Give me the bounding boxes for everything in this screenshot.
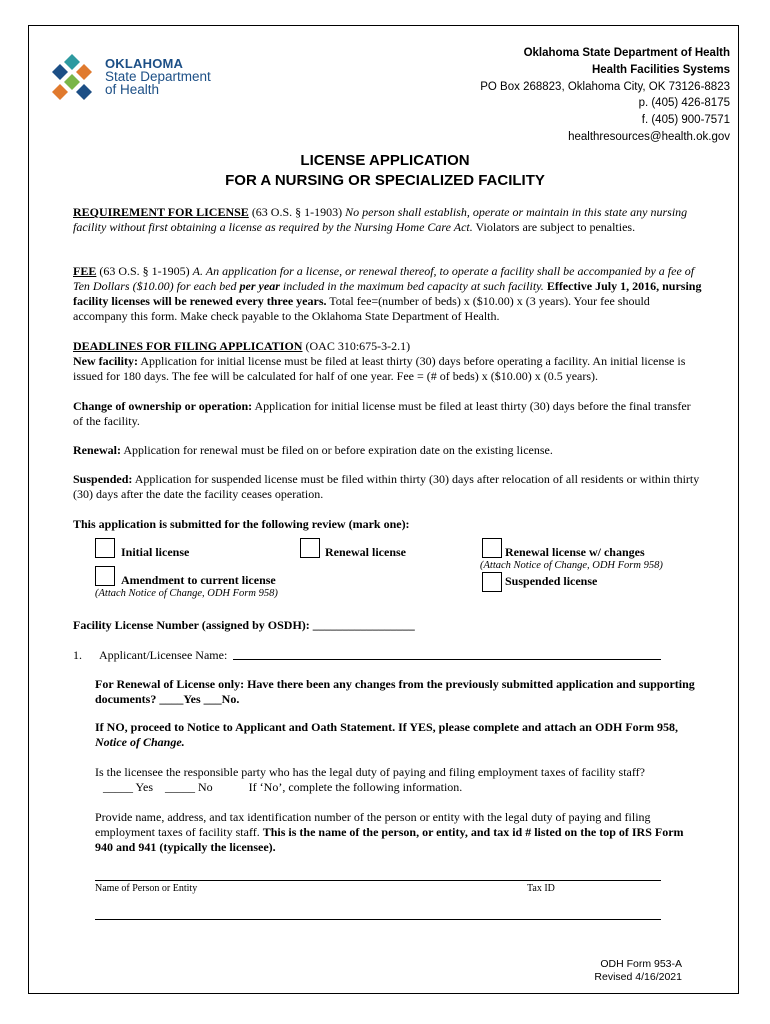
fee-text-italic-1: A. An application for a license, or renewal thereof, to operate a facility shall be accompanied by a fee of Ten Dollars ($10.00) for each bed <box>73 264 695 293</box>
initial-license-checkbox[interactable] <box>95 538 115 558</box>
renewal-changes-checkbox[interactable] <box>482 538 502 558</box>
provide-info-paragraph <box>95 810 695 855</box>
fee-text-italic-2: included in the maximum bed capacity at such facility. <box>279 279 547 293</box>
if-no-text: If NO, proceed to Notice to Applicant and Oath Statement. If YES, please complete and attach an ODH Form 958, <box>95 720 678 734</box>
suspended-label: Suspended: <box>73 472 133 486</box>
agency-contact-block <box>480 45 730 146</box>
new-facility-label: New facility: <box>73 354 138 368</box>
change-ownership-paragraph <box>73 399 703 429</box>
suspended-license-label: Suspended license <box>505 574 598 588</box>
amendment-label: Amendment to current license <box>121 573 276 587</box>
provide-text: Provide name, address, and tax identification number of the person or entity with the legal duty of paying and filing employment taxes of facility staff. <box>95 810 651 839</box>
deadlines-new-paragraph <box>73 339 703 384</box>
fee-text-bold-italic: per year <box>239 279 280 293</box>
provide-bold: This is the name of the person, or entity, and tax id # listed on the top of IRS Form 940 and 941 (typically the licensee). <box>95 825 684 854</box>
initial-license-label: Initial license <box>121 545 190 559</box>
renewal-changes-note: (Attach Notice of Change, ODH Form 958) <box>480 560 663 571</box>
if-no-instruction <box>95 720 695 750</box>
fee-text-bold: Effective July 1, 2016, nursing facility licenses will be renewed every three years. <box>73 279 702 308</box>
deadlines-cite: (OAC 310:675-3-2.1) <box>302 339 411 353</box>
logo-line-3: of Health <box>105 82 160 97</box>
form-footer <box>594 958 682 984</box>
fee-cite: (63 O.S. § 1-1905) <box>96 264 193 278</box>
tax-answers[interactable]: _____ Yes _____ No If ‘No’, complete the following information. <box>103 780 463 794</box>
form-title-line-1: LICENSE APPLICATION <box>300 152 470 169</box>
entity-name-caption: Name of Person or Entity <box>95 883 198 894</box>
renewal-changes-question: For Renewal of License only: Have there been any changes from the previously submitted application and supporting documents? ____Yes ___No. <box>95 677 695 706</box>
renewal-paragraph <box>73 443 703 458</box>
form-number: ODH Form 953-A <box>600 958 682 970</box>
amendment-checkbox[interactable] <box>95 566 115 586</box>
agency-email[interactable]: healthresources@health.ok.gov <box>568 130 730 143</box>
deadlines-heading: DEADLINES FOR FILING APPLICATION <box>73 339 303 353</box>
change-ownership-label: Change of ownership or operation: <box>73 399 253 413</box>
fee-heading: FEE <box>73 264 97 278</box>
entity-address-input[interactable] <box>95 905 661 920</box>
if-no-italic: Notice of Change. <box>95 735 185 749</box>
fee-text-plain: Total fee=(number of beds) x ($10.00) x (3 years). Your fee should accompany this form. Make check payable to the Oklahoma State Department of Health. <box>73 294 650 323</box>
requirement-heading: REQUIREMENT FOR LICENSE <box>73 205 249 219</box>
suspended-text: Application for suspended license must be filed within thirty (30) days after relocation of all residents or within thirty (30) days after the date the facility ceases operation. <box>73 472 700 501</box>
renewal-text: Application for renewal must be filed on or before expiration date on the existing license. <box>121 443 553 457</box>
suspended-paragraph <box>73 472 703 502</box>
fee-paragraph <box>73 264 703 324</box>
entity-name-input[interactable] <box>95 866 661 881</box>
form-title-line-2: FOR A NURSING OR SPECIALIZED FACILITY <box>225 172 545 189</box>
logo-wordmark <box>105 57 211 96</box>
new-facility-text: Application for initial license must be filed at least thirty (30) days before operating a facility. An initial license is issued for 180 days. The fee will be calculated for half of one year. Fee = (# of beds) x ($10.00) x (0.5 years). <box>73 354 686 383</box>
applicant-number: 1. <box>73 648 82 662</box>
renewal-license-label: Renewal license <box>325 545 406 559</box>
facility-license-number-field[interactable]: Facility License Number (assigned by OSDH): _________________ <box>73 618 415 632</box>
agency-address: PO Box 268823, Oklahoma City, OK 73126-8823 <box>480 80 730 93</box>
tax-id-caption: Tax ID <box>527 883 555 894</box>
requirement-text-italic: No person shall establish, operate or maintain in this state any nursing facility without first obtaining a license as required by the Nursing Home Care Act. <box>73 205 688 234</box>
tax-question: Is the licensee the responsible party who has the legal duty of paying and filing employment taxes of facility staff? <box>95 765 645 779</box>
requirement-cite: (63 O.S. § 1-1903) <box>248 205 346 219</box>
agency-phone: p. (405) 426-8175 <box>638 97 730 110</box>
agency-name: Oklahoma State Department of Health <box>523 47 730 59</box>
logo-line-1: OKLAHOMA <box>105 56 184 71</box>
applicant-name-input[interactable] <box>233 645 661 660</box>
suspended-checkbox[interactable] <box>482 572 502 592</box>
agency-division: Health Facilities Systems <box>591 63 730 76</box>
renewal-changes-label: Renewal license w/ changes <box>505 545 645 559</box>
requirement-text-plain: Violators are subject to penalties. <box>472 220 636 234</box>
renewal-label: Renewal: <box>73 443 121 457</box>
amendment-note: (Attach Notice of Change, ODH Form 958) <box>95 588 278 599</box>
agency-fax: f. (405) 900-7571 <box>641 114 730 127</box>
applicant-label: Applicant/Licensee Name: <box>99 648 228 662</box>
change-ownership-text: Application for initial license must be filed at least thirty (30) days before the final transfer of the facility. <box>73 399 691 428</box>
requirement-paragraph <box>73 205 703 235</box>
review-heading: This application is submitted for the following review (mark one): <box>73 517 410 531</box>
renewal-license-checkbox[interactable] <box>300 538 320 558</box>
form-revision: Revised 4/16/2021 <box>594 971 682 983</box>
logo-line-2: State Department <box>105 69 211 84</box>
